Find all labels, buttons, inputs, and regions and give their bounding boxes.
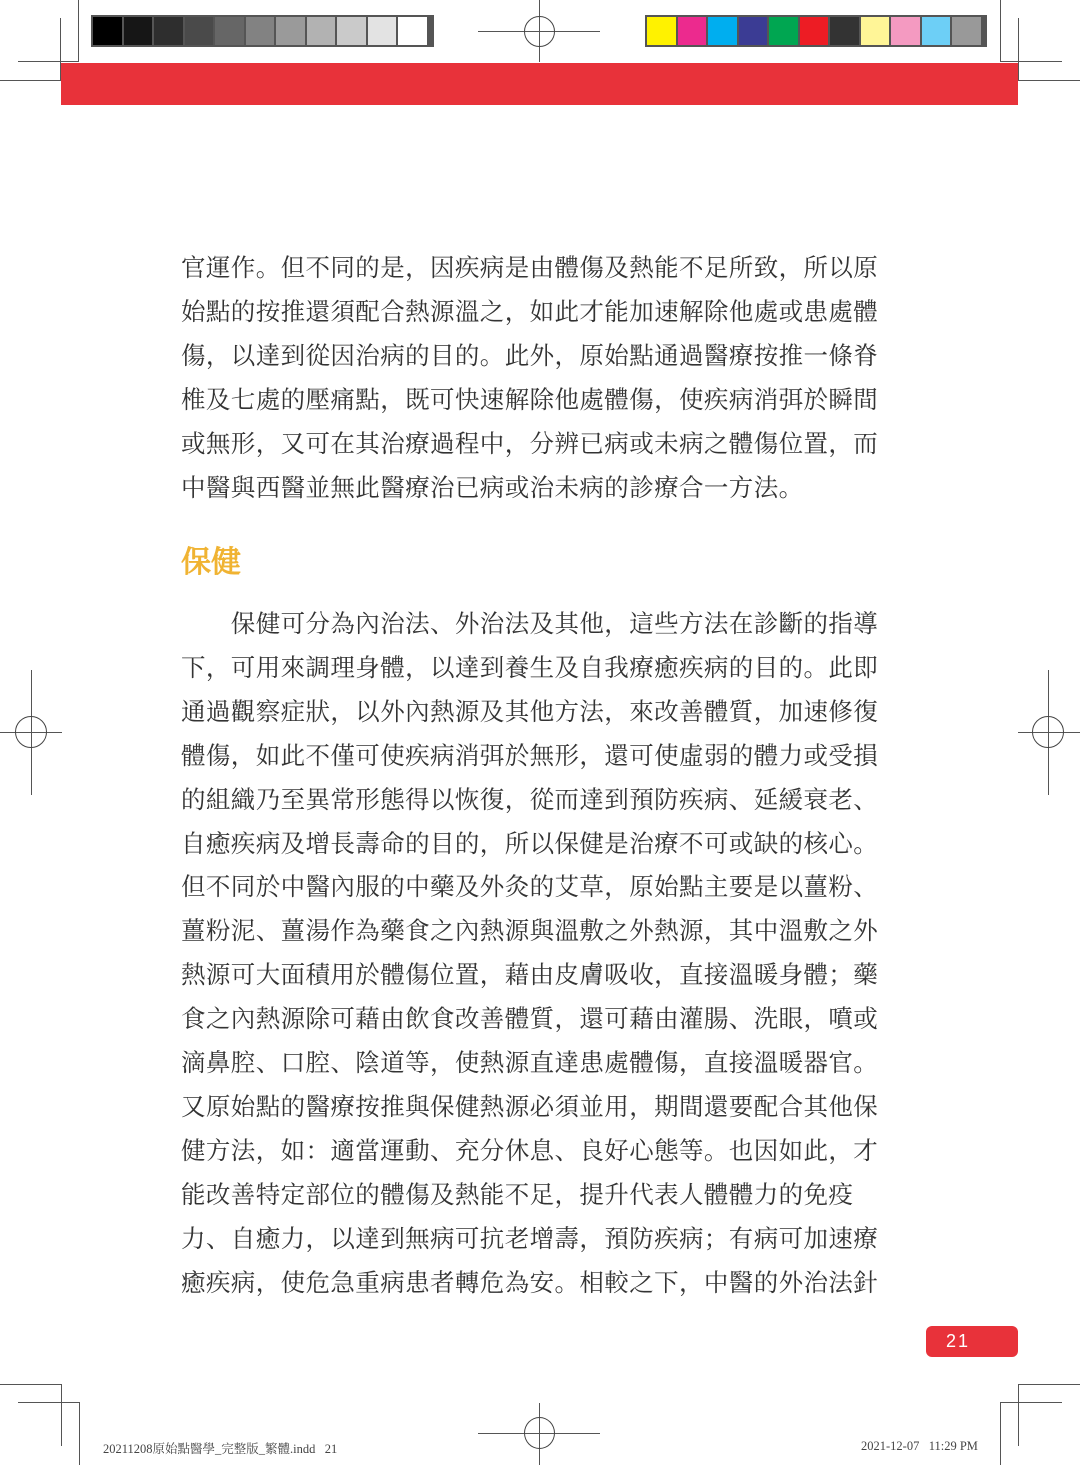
text-line: 健方法，如：適當運動、充分休息、良好心態等。也因如此，才 [181, 1135, 879, 1165]
crop-mark-bottom-right-v2 [1000, 1402, 1001, 1465]
header-red-band [61, 63, 1018, 105]
slug-timestamp: 2021-12-07 11:29 PM [861, 1439, 978, 1453]
text-line: 中醫與西醫並無此醫療治已病或治未病的診療合一方法。 [181, 472, 804, 502]
color-swatch [368, 17, 397, 45]
crop-mark-top-right-v2 [1018, 18, 1019, 80]
color-swatch [739, 17, 768, 45]
color-swatch [185, 17, 214, 45]
text-line: 通過觀察症狀，以外內熱源及其他方法，來改善體質，加速修復 [181, 696, 879, 726]
color-swatch [647, 17, 676, 45]
text-line: 傷，以達到從因治病的目的。此外，原始點通過醫療按推一條脊 [181, 340, 879, 370]
color-swatch [830, 17, 859, 45]
grayscale-color-bar [91, 15, 434, 47]
color-swatch [93, 17, 122, 45]
registration-mark-right-circle [1032, 716, 1064, 748]
text-line: 食之內熱源除可藉由飲食改善體質，還可藉由灌腸、洗眼，噴或 [181, 1004, 879, 1034]
color-swatch [952, 17, 981, 45]
registration-mark-bottom-circle [524, 1417, 555, 1449]
text-line: 或無形，又可在其治療過程中，分辨已病或未病之體傷位置，而 [181, 428, 879, 458]
registration-mark-top-circle [524, 16, 555, 47]
text-line: 癒疾病，使危急重病患者轉危為安。相較之下，中醫的外治法針 [181, 1267, 879, 1297]
text-line: 始點的按推還須配合熱源溫之，如此才能加速解除他處或患處體 [181, 296, 879, 326]
crop-mark-bottom-right-h [1018, 1384, 1080, 1385]
color-swatch [922, 17, 951, 45]
text-line: 自癒疾病及增長壽命的目的，所以保健是治療不可或缺的核心。 [181, 828, 879, 858]
color-swatch [800, 17, 829, 45]
text-line: 薑粉泥、薑湯作為藥食之內熱源與溫敷之外熱源，其中溫敷之外 [181, 916, 879, 946]
color-swatch [708, 17, 737, 45]
text-line: 又原始點的醫療按推與保健熱源必須並用，期間還要配合其他保 [181, 1091, 879, 1121]
color-swatch [246, 17, 275, 45]
color-swatch [276, 17, 305, 45]
registration-mark-left-circle [15, 716, 47, 748]
crop-mark-top-left-h [18, 61, 78, 62]
color-swatch [337, 17, 366, 45]
section-paragraph [181, 602, 901, 1305]
color-swatch [307, 17, 336, 45]
text-line: 熱源可大面積用於體傷位置，藉由皮膚吸收，直接溫暖身體；藥 [181, 960, 879, 990]
color-swatch [398, 17, 427, 45]
continuation-paragraph [181, 246, 901, 509]
text-line: 保健可分為內治法、外治法及其他，這些方法在診斷的指導 [181, 609, 879, 638]
slug-filename: 20211208原始點醫學_完整版_繁體.indd 21 [103, 1442, 338, 1456]
text-line: 滴鼻腔、口腔、陰道等，使熱源直達患處體傷，直接溫暖器官。 [181, 1048, 879, 1078]
crop-mark-top-left-v [78, 0, 79, 62]
crop-mark-top-right-h2 [1018, 80, 1080, 81]
text-line: 官運作。但不同的是，因疾病是由體傷及熱能不足所致，所以原 [181, 253, 879, 282]
color-swatch [215, 17, 244, 45]
crop-mark-bottom-right-h2 [1000, 1402, 1062, 1403]
color-swatch [124, 17, 153, 45]
text-line: 能改善特定部位的體傷及熱能不足，提升代表人體體力的免疫 [181, 1179, 854, 1209]
crop-mark-bottom-left-v2 [79, 1402, 80, 1465]
crop-mark-bottom-left-h2 [18, 1402, 80, 1403]
color-swatch [154, 17, 183, 45]
crop-mark-bottom-left-v [61, 1384, 62, 1446]
text-line: 體傷，如此不僅可使疾病消弭於無形，還可使虛弱的體力或受損 [181, 740, 879, 770]
text-line: 椎及七處的壓痛點，既可快速解除他處體傷，使疾病消弭於瞬間 [181, 384, 879, 414]
color-swatch [678, 17, 707, 45]
process-color-bar [645, 15, 987, 47]
crop-mark-bottom-right-v [1018, 1384, 1019, 1446]
color-swatch [861, 17, 890, 45]
text-line: 力、自癒力，以達到無病可抗老增壽，預防疾病；有病可加速療 [181, 1223, 879, 1253]
crop-mark-top-right-h [1000, 61, 1062, 62]
crop-mark-bottom-left-h [0, 1384, 62, 1385]
section-heading: 保健 [181, 545, 241, 580]
text-line: 的組織乃至異常形態得以恢復，從而達到預防疾病、延緩衰老、 [181, 784, 879, 814]
color-swatch [891, 17, 920, 45]
text-line: 下，可用來調理身體，以達到養生及自我療癒疾病的目的。此即 [181, 652, 879, 682]
crop-mark-top-right-v [1000, 0, 1001, 62]
page-number-badge: 21 [926, 1326, 1018, 1357]
text-line: 但不同於中醫內服的中藥及外灸的艾草，原始點主要是以薑粉、 [181, 872, 879, 902]
crop-mark-top-left-h2 [0, 80, 62, 81]
color-swatch [769, 17, 798, 45]
